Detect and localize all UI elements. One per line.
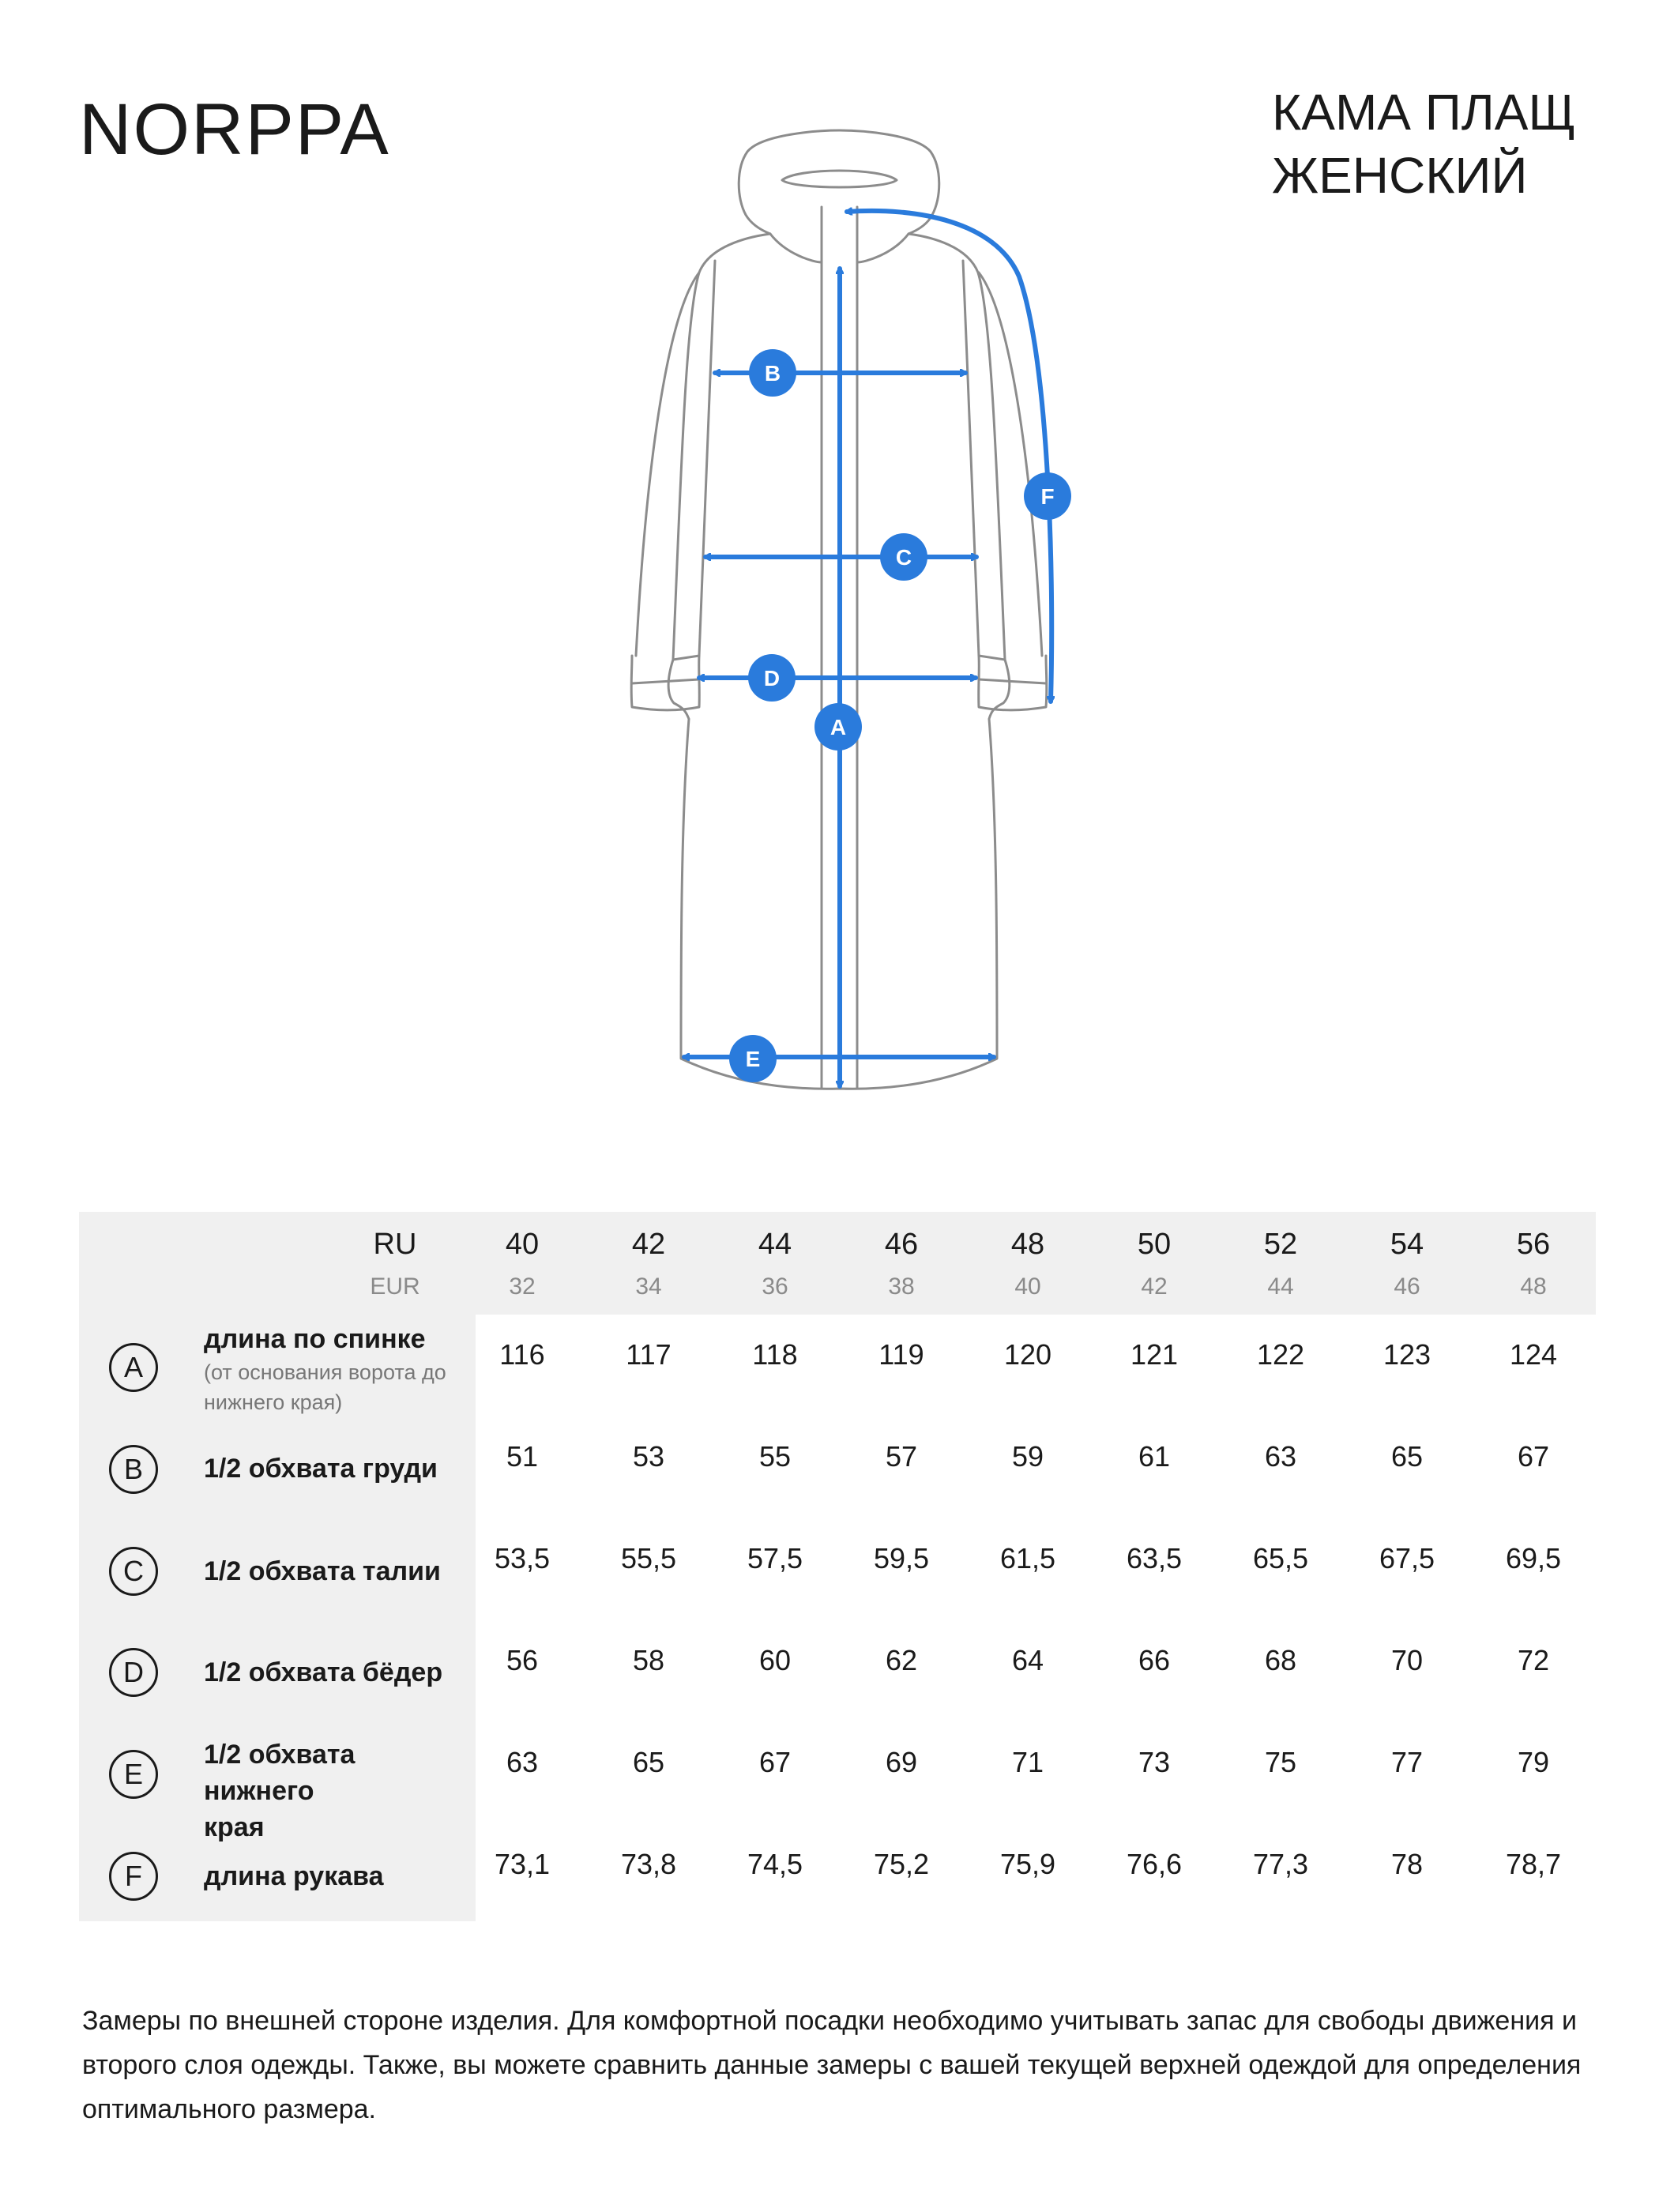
table-cell: 63 [506,1746,539,1778]
product-title-line-2: ЖЕНСКИЙ [1272,147,1528,204]
table-cell: 119 [878,1338,924,1371]
ru-size: 52 [1263,1228,1298,1261]
table-cell: 60 [758,1644,792,1676]
table-cell: 58 [632,1644,665,1676]
ru-size: 54 [1390,1228,1424,1261]
marker-d-label: D [763,666,781,690]
ru-size: 42 [631,1228,666,1261]
table-cell: 78,7 [1505,1848,1562,1880]
table-cell: 65 [632,1746,665,1778]
table-cell: 77 [1390,1746,1424,1778]
table-cell: 51 [506,1440,539,1473]
ru-size: 48 [1010,1228,1045,1261]
row-label-a-sub: (от основания ворота до нижнего края) [204,1360,446,1414]
table-cell: 69,5 [1505,1542,1562,1574]
table-cell: 63 [1264,1440,1297,1473]
brand-logo: NORPPA [79,89,390,170]
table-cell: 59 [1011,1440,1044,1473]
arrow-f [847,211,1051,702]
table-cell: 69 [885,1746,918,1778]
table-cell: 72 [1517,1644,1550,1676]
table-cell: 124 [1509,1338,1558,1371]
table-cell: 75,2 [873,1848,930,1880]
table-cell: 53 [632,1440,665,1473]
eur-size: 42 [1141,1273,1168,1300]
ru-size: 50 [1137,1228,1172,1261]
table-cell: 75 [1264,1746,1297,1778]
table-cell: 67 [758,1746,792,1778]
product-title-line-1: КАМА ПЛАЩ [1272,84,1576,141]
table-cell: 77,3 [1252,1848,1309,1880]
eur-size: 46 [1394,1273,1420,1300]
row-label-f: длина рукава [204,1861,384,1891]
row-label-e: 1/2 обхвата нижнего края [204,1740,356,1842]
marker-a-label: A [830,715,847,739]
table-cell: 71 [1011,1746,1044,1778]
table-cell: 116 [499,1338,545,1371]
ru-label: RU [373,1228,417,1261]
table-cell: 63,5 [1126,1542,1183,1574]
table-cell: 57,5 [747,1542,803,1574]
row-label-a [204,1321,457,1417]
table-cell: 61 [1138,1440,1171,1473]
table-cell: 75,9 [999,1848,1056,1880]
marker-e-label: E [745,1047,761,1071]
eur-size: 34 [635,1273,662,1300]
table-cell: 67,5 [1379,1542,1435,1574]
marker-c-label: C [895,545,912,570]
table-cell: 56 [506,1644,539,1676]
row-letter-f: F [109,1852,158,1901]
table-cell: 120 [1003,1338,1052,1371]
eur-size: 44 [1267,1273,1294,1300]
row-label-c: 1/2 обхвата талии [204,1556,441,1586]
table-cell: 65,5 [1252,1542,1309,1574]
ru-size: 40 [505,1228,540,1261]
table-cell: 79 [1517,1746,1550,1778]
table-cell: 68 [1264,1644,1297,1676]
eur-size: 38 [888,1273,915,1300]
marker-f-label: F [1040,484,1055,509]
table-cell: 76,6 [1126,1848,1183,1880]
table-cell: 122 [1256,1338,1305,1371]
table-cell: 61,5 [999,1542,1056,1574]
measurement-markers [729,349,1071,1082]
row-label-d: 1/2 обхвата бёдер [204,1657,443,1687]
ru-size: 46 [884,1228,919,1261]
table-cell: 73,8 [620,1848,677,1880]
row-letter-e: E [109,1750,158,1799]
table-cell: 78 [1390,1848,1424,1880]
table-cell: 70 [1390,1644,1424,1676]
table-cell: 73 [1138,1746,1171,1778]
table-cell: 117 [626,1338,672,1371]
row-label-b: 1/2 обхвата груди [204,1454,438,1484]
table-cell: 64 [1011,1644,1044,1676]
size-table [79,1212,1596,1921]
measurement-note: Замеры по внешней стороне изделия. Для комфортной посадки необходимо учитывать запас для свободы движения и второго слоя одежды. Также, вы можете сравнить данные замеры с вашей текущей верхней одеждой для определения оптимального размера. [82,2006,1582,2124]
table-cell: 118 [752,1338,798,1371]
marker-b-label: B [764,361,781,386]
eur-label: EUR [370,1273,420,1300]
table-cell: 73,1 [494,1848,551,1880]
row-label-a-main: длина по спинке [204,1324,426,1354]
eur-size: 40 [1014,1273,1041,1300]
table-cell: 121 [1130,1338,1179,1371]
table-cell: 55,5 [620,1542,677,1574]
table-cell: 74,5 [747,1848,803,1880]
table-cell: 67 [1517,1440,1550,1473]
row-letter-c: C [109,1547,158,1596]
eur-size: 32 [509,1273,536,1300]
row-letter-b: B [109,1445,158,1494]
table-cell: 55 [758,1440,792,1473]
row-letter-a: A [109,1343,158,1392]
table-cell: 53,5 [494,1542,551,1574]
table-cell: 59,5 [873,1542,930,1574]
table-cell: 57 [885,1440,918,1473]
eur-size: 48 [1520,1273,1547,1300]
table-cell: 62 [885,1644,918,1676]
eur-size: 36 [762,1273,788,1300]
table-cell: 65 [1390,1440,1424,1473]
table-cell: 123 [1382,1338,1431,1371]
ru-size: 44 [758,1228,792,1261]
ru-size: 56 [1516,1228,1551,1261]
table-cell: 66 [1138,1644,1171,1676]
row-letter-d: D [109,1648,158,1697]
